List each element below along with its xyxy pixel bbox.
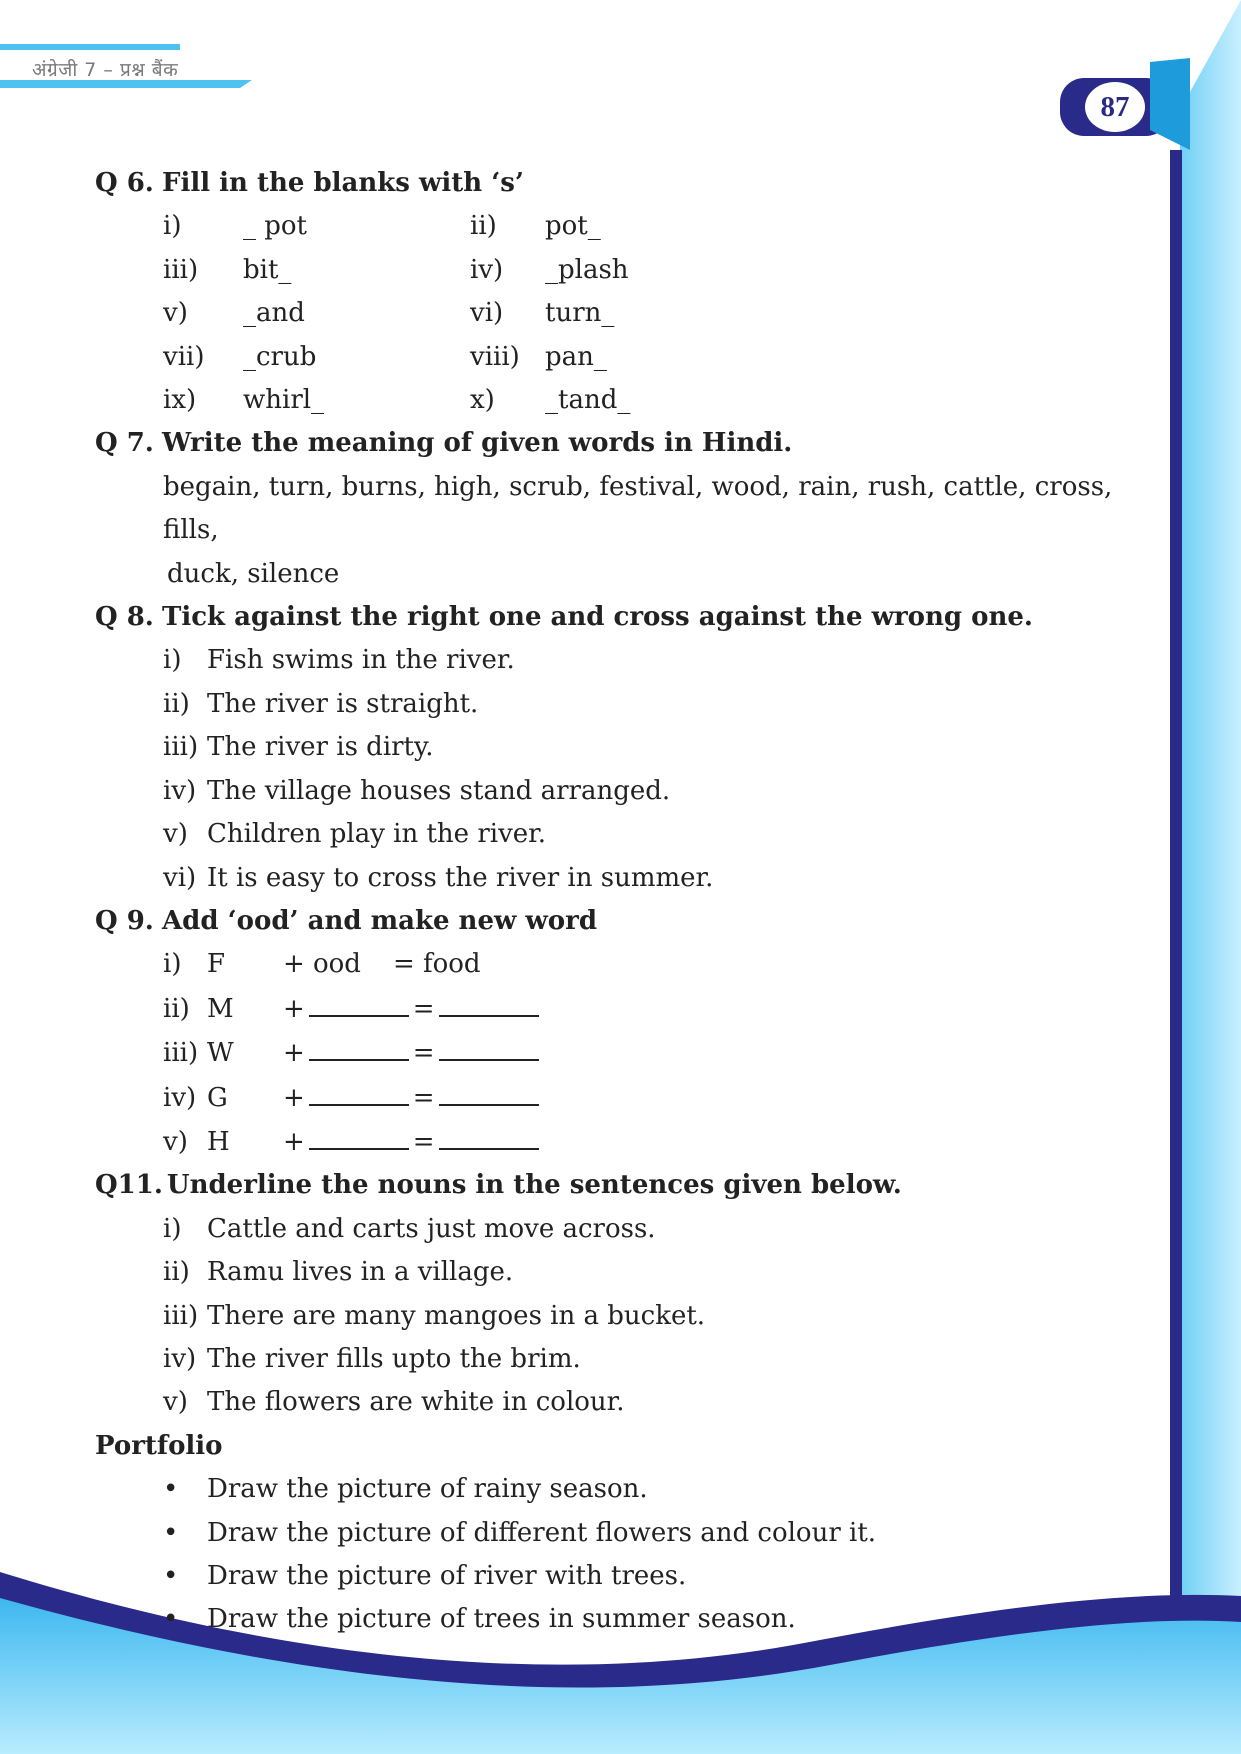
q7-number: Q 7.	[95, 428, 154, 459]
q11-title: Underline the nouns in the sentences given below.	[166, 1170, 902, 1201]
q8-item	[95, 639, 1165, 682]
item-number: vi)	[470, 298, 504, 329]
plus-sign: +	[283, 949, 305, 980]
answer-blank[interactable]	[309, 1120, 409, 1150]
q9-number: Q 9.	[95, 905, 154, 936]
q11-number: Q11.	[95, 1170, 163, 1201]
suffix: ood	[313, 949, 361, 980]
q9-item	[95, 1031, 1165, 1075]
blank-word: _and	[243, 298, 305, 329]
q6-row	[95, 336, 1165, 379]
bullet-icon: •	[163, 1604, 179, 1635]
item-number: iii)	[163, 732, 199, 763]
q11-item	[95, 1208, 1165, 1251]
q9-title: Add ‘ood’ and make new word	[162, 905, 598, 936]
sentence: It is easy to cross the river in summer.	[207, 862, 714, 893]
q11-item	[95, 1381, 1165, 1424]
item-number: ii)	[163, 1257, 190, 1288]
q11-heading	[95, 1164, 1165, 1207]
page-tab-flap	[1150, 58, 1190, 150]
item-number: ii)	[163, 688, 190, 719]
q6-row	[95, 205, 1165, 248]
letter: H	[207, 1126, 230, 1157]
blank-word: _ pot	[243, 211, 308, 242]
item-number: iv)	[163, 1082, 197, 1113]
q6-heading	[95, 162, 1165, 205]
item-number: iii)	[163, 254, 199, 285]
q6-row	[95, 249, 1165, 292]
item-number: iv)	[163, 1343, 197, 1374]
sentence: Ramu lives in a village.	[207, 1257, 514, 1288]
equals-sign: =	[393, 949, 415, 980]
q8-item	[95, 683, 1165, 726]
sentence: The river is dirty.	[207, 732, 434, 763]
letter: F	[207, 949, 226, 980]
answer-blank[interactable]	[309, 1031, 409, 1061]
sentence: The flowers are white in colour.	[207, 1387, 625, 1418]
answer-blank[interactable]	[309, 987, 409, 1017]
q11-item	[95, 1295, 1165, 1338]
q9-item	[95, 1076, 1165, 1120]
item-number: iv)	[470, 254, 504, 285]
letter: G	[207, 1082, 228, 1113]
q8-item	[95, 726, 1165, 769]
worksheet	[95, 162, 1165, 1642]
page-number: 87	[1085, 82, 1145, 132]
item-number: iii)	[163, 1038, 199, 1069]
blank-word: whirl_	[243, 385, 325, 416]
item-number: v)	[163, 819, 188, 850]
q8-item	[95, 770, 1165, 813]
q6-row	[95, 292, 1165, 335]
item-number: ii)	[163, 993, 190, 1024]
sentence: The river is straight.	[207, 688, 479, 719]
bullet-icon: •	[163, 1517, 179, 1548]
q8-item	[95, 813, 1165, 856]
item-number: vii)	[163, 341, 205, 372]
portfolio-item	[95, 1468, 1165, 1511]
item-number: i)	[163, 211, 182, 242]
portfolio-item	[95, 1555, 1165, 1598]
item-number: i)	[163, 1213, 182, 1244]
sentence: Cattle and carts just move across.	[207, 1213, 656, 1244]
item-number: ix)	[163, 385, 197, 416]
plus-sign: +	[283, 1038, 305, 1069]
q9-example	[95, 943, 1165, 986]
item-number: v)	[163, 1126, 188, 1157]
q9-item	[95, 1120, 1165, 1164]
answer-blank[interactable]	[439, 1031, 539, 1061]
q8-heading	[95, 596, 1165, 639]
q6-number: Q 6.	[95, 168, 154, 198]
book-title: अंग्रेजी 7 – प्रश्न बैंक	[32, 59, 179, 81]
q6-row	[95, 379, 1165, 422]
bullet-icon: •	[163, 1474, 179, 1505]
blank-word: bit_	[243, 254, 292, 285]
portfolio-task: Draw the picture of river with trees.	[207, 1561, 687, 1591]
q7-word-list-cont: duck, silence	[167, 558, 340, 589]
portfolio-task: Draw the picture of rainy season.	[207, 1474, 648, 1505]
item-number: iii)	[163, 1300, 199, 1331]
blank-word: turn_	[545, 298, 615, 329]
side-band	[1180, 0, 1241, 1754]
equals-sign: =	[412, 1038, 435, 1069]
side-band-stripe	[1170, 150, 1182, 1610]
item-number: iv)	[163, 775, 197, 806]
portfolio-item	[95, 1598, 1165, 1641]
q8-item	[95, 857, 1165, 900]
q8-number: Q 8.	[95, 602, 154, 633]
item-number: i)	[163, 949, 182, 980]
answer-blank[interactable]	[439, 987, 539, 1017]
item-number: viii)	[470, 341, 520, 372]
blank-word: _crub	[243, 341, 317, 372]
sentence: The village houses stand arranged.	[207, 775, 671, 806]
q7-word-list: begain, turn, burns, high, scrub, festival, wood, rain, rush, cattle, cross, fills,	[163, 471, 1113, 546]
answer-blank[interactable]	[439, 1120, 539, 1150]
blank-word: _tand_	[545, 385, 631, 416]
item-number: v)	[163, 1387, 188, 1418]
item-number: ii)	[470, 211, 497, 242]
item-number: vi)	[163, 862, 197, 893]
q7-heading	[95, 422, 1165, 465]
answer-blank[interactable]	[439, 1076, 539, 1106]
header-bar-top	[0, 44, 180, 50]
item-number: v)	[163, 298, 188, 329]
portfolio-heading: Portfolio	[95, 1430, 223, 1461]
item-number: i)	[163, 645, 182, 676]
portfolio-task: Draw the picture of different flowers and colour it.	[207, 1517, 877, 1548]
equals-sign: =	[412, 1126, 435, 1157]
sentence: Children play in the river.	[207, 819, 546, 850]
plus-sign: +	[283, 1082, 305, 1113]
answer-blank[interactable]	[309, 1076, 409, 1106]
q9-heading	[95, 900, 1165, 943]
bullet-icon: •	[163, 1561, 179, 1591]
q8-title: Tick against the right one and cross against the wrong one.	[162, 602, 1033, 633]
q6-title: Fill in the blanks with ‘s’	[162, 168, 524, 198]
sentence: There are many mangoes in a bucket.	[207, 1300, 706, 1331]
q9-item	[95, 987, 1165, 1031]
sentence: The river fills upto the brim.	[207, 1343, 581, 1374]
blank-word: _plash	[545, 254, 629, 285]
equals-sign: =	[412, 1082, 435, 1113]
q11-item	[95, 1338, 1165, 1381]
blank-word: pan_	[545, 341, 607, 372]
result-word: food	[423, 949, 481, 980]
portfolio-task: Draw the picture of trees in summer season.	[207, 1604, 796, 1635]
item-number: x)	[470, 385, 495, 416]
equals-sign: =	[412, 993, 435, 1024]
portfolio-item	[95, 1512, 1165, 1555]
q11-item	[95, 1251, 1165, 1294]
letter: M	[207, 993, 234, 1024]
plus-sign: +	[283, 993, 305, 1024]
sentence: Fish swims in the river.	[207, 645, 515, 676]
letter: W	[207, 1038, 234, 1069]
q7-title: Write the meaning of given words in Hindi.	[162, 428, 793, 459]
plus-sign: +	[283, 1126, 305, 1157]
blank-word: pot_	[545, 211, 601, 242]
